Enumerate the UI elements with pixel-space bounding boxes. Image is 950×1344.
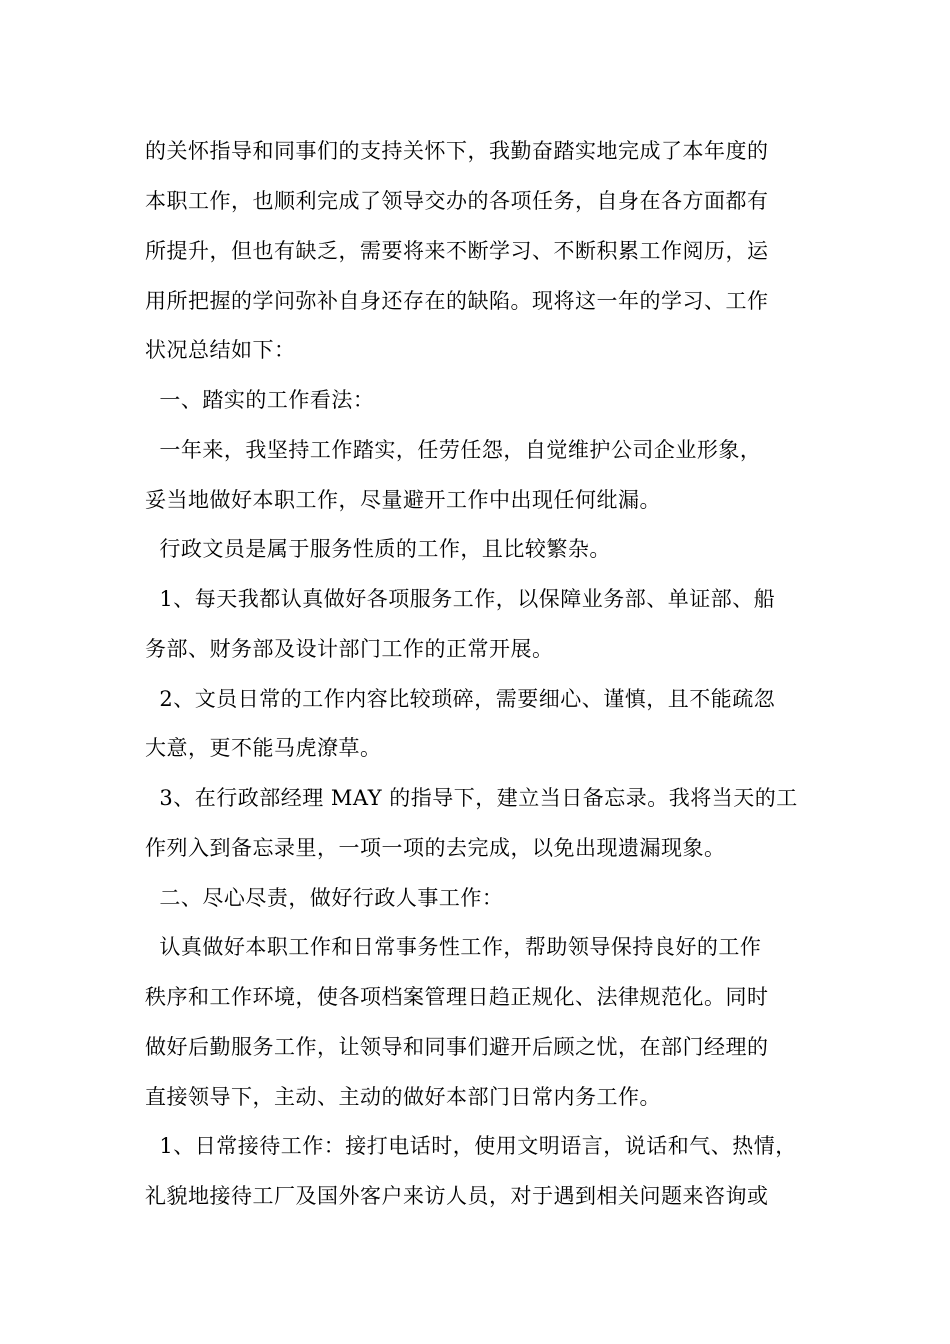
text-line: 状况总结如下： [145,338,296,362]
list-item: 2、文员日常的工作内容比较琐碎，需要细心、谨慎，且不能疏忽 [145,687,776,711]
text-line: 一年来，我坚持工作踏实，任劳任怨，自觉维护公司企业形象， [145,438,762,462]
text-line: 认真做好本职工作和日常事务性工作，帮助领导保持良好的工作 [145,935,762,959]
text-line: 直接领导下，主动、主动的做好本部门日常内务工作。 [145,1085,661,1109]
text-line: 所提升，但也有缺乏，需要将来不断学习、不断积累工作阅历，运 [145,239,769,263]
text-line: 作列入到备忘录里，一项一项的去完成，以免出现遗漏现象。 [145,836,726,860]
text-line: 的关怀指导和同事们的支持关怀下，我勤奋踏实地完成了本年度的 [145,139,769,163]
text-line: 大意，更不能马虎潦草。 [145,736,382,760]
text-line: 秩序和工作环境，使各项档案管理日趋正规化、法律规范化。同时 [145,985,769,1009]
text-line: 妥当地做好本职工作，尽量避开工作中出现任何纰漏。 [145,488,661,512]
text-line: 行政文员是属于服务性质的工作，且比较繁杂。 [145,537,611,561]
text-line: 本职工作，也顺利完成了领导交办的各项任务，自身在各方面都有 [145,189,769,213]
text-line: 做好后勤服务工作，让领导和同事们避开后顾之忧，在部门经理的 [145,1035,769,1059]
section-heading: 二、尽心尽责，做好行政人事工作： [145,886,504,910]
list-item: 3、在行政部经理 MAY 的指导下，建立当日备忘录。我将当天的工 [145,786,798,810]
list-item: 1、每天我都认真做好各项服务工作，以保障业务部、单证部、船 [145,587,776,611]
section-heading: 一、踏实的工作看法： [145,388,375,412]
text-line: 务部、财务部及设计部门工作的正常开展。 [145,637,554,661]
text-line: 礼貌地接待工厂及国外客户来访人员，对于遇到相关问题来咨询或 [145,1184,769,1208]
text-line: 用所把握的学问弥补自身还存在的缺陷。现将这一年的学习、工作 [145,289,769,313]
list-item: 1、日常接待工作：接打电话时，使用文明语言，说话和气、热情， [145,1134,797,1158]
